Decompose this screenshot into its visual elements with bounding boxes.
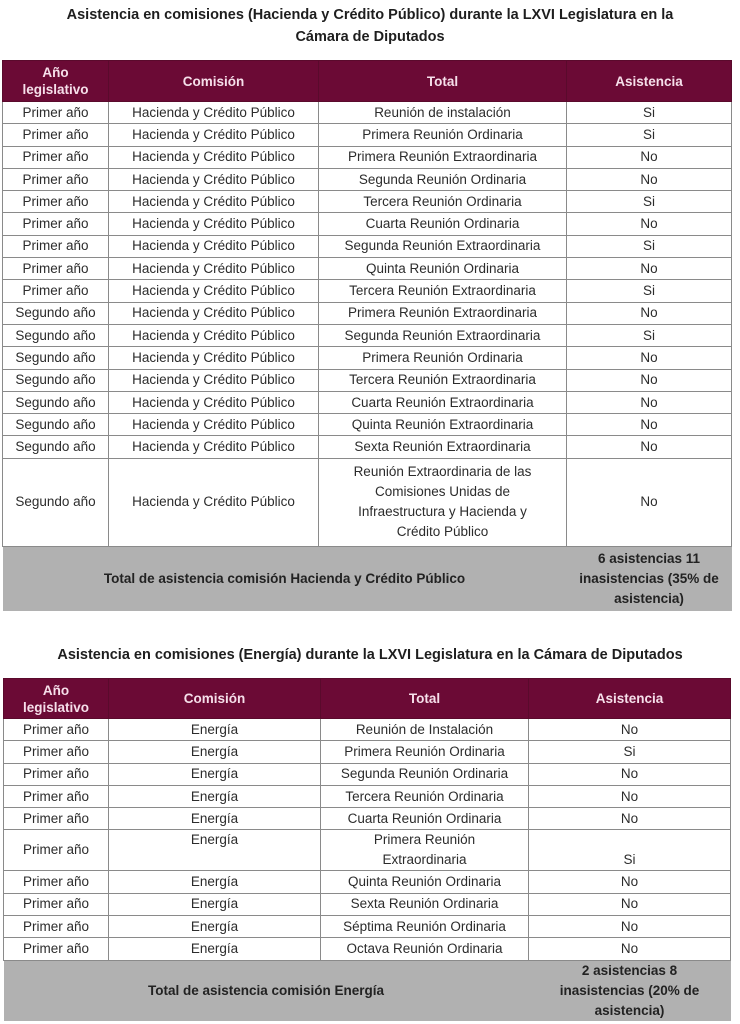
cell-year: Primer año xyxy=(4,741,109,763)
cell-commission: Hacienda y Crédito Público xyxy=(109,324,319,346)
cell-year: Segundo año xyxy=(3,302,109,324)
cell-commission: Hacienda y Crédito Público xyxy=(109,258,319,280)
cell-year: Primer año xyxy=(3,213,109,235)
cell-attendance: Si xyxy=(529,741,731,763)
cell-attendance: No xyxy=(567,347,732,369)
table-row xyxy=(3,168,732,190)
totals-value: 2 asistencias 8 inasistencias (20% de asistencia) xyxy=(529,960,731,1021)
cell-commission: Energía xyxy=(109,808,321,830)
table-row xyxy=(3,324,732,346)
cell-year: Primer año xyxy=(4,719,109,741)
table-row xyxy=(3,414,732,436)
cell-session: Sexta Reunión Ordinaria xyxy=(321,893,529,915)
table-row xyxy=(4,830,731,871)
hacienda-title-line1: Asistencia en comisiones (Hacienda y Crédito Público) durante la LXVI Legislatura en la xyxy=(66,7,674,23)
table-header-row xyxy=(3,61,732,102)
cell-session: Sexta Reunión Extraordinaria xyxy=(319,436,567,458)
header-year: Año legislativo xyxy=(4,679,109,719)
cell-year: Primer año xyxy=(3,146,109,168)
cell-attendance: No xyxy=(529,719,731,741)
cell-year: Primer año xyxy=(4,938,109,960)
cell-attendance: No xyxy=(567,258,732,280)
table-row xyxy=(3,102,732,124)
cell-commission: Hacienda y Crédito Público xyxy=(109,347,319,369)
cell-attendance: No xyxy=(529,938,731,960)
cell-session: Primera Reunión Extraordinaria xyxy=(321,830,529,871)
table-row xyxy=(3,436,732,458)
table-row xyxy=(4,741,731,763)
cell-commission: Energía xyxy=(109,893,321,915)
table-header-row xyxy=(4,679,731,719)
cell-session: Octava Reunión Ordinaria xyxy=(321,938,529,960)
cell-commission: Hacienda y Crédito Público xyxy=(109,391,319,413)
cell-attendance: No xyxy=(567,302,732,324)
table-row xyxy=(3,391,732,413)
cell-year: Segundo año xyxy=(3,347,109,369)
cell-session: Segunda Reunión Ordinaria xyxy=(319,168,567,190)
cell-attendance: No xyxy=(529,871,731,893)
cell-session: Tercera Reunión Ordinaria xyxy=(321,785,529,807)
header-commission: Comisión xyxy=(109,61,319,102)
header-total: Total xyxy=(321,679,529,719)
totals-row xyxy=(3,546,732,611)
cell-commission: Hacienda y Crédito Público xyxy=(109,102,319,124)
cell-commission: Hacienda y Crédito Público xyxy=(109,414,319,436)
energia-table-title: Asistencia en comisiones (Energía) durante la LXVI Legislatura en la Cámara de Diputados xyxy=(57,647,683,663)
cell-attendance: Si xyxy=(567,124,732,146)
table-row xyxy=(4,938,731,960)
cell-session: Segunda Reunión Ordinaria xyxy=(321,763,529,785)
cell-attendance: No xyxy=(529,916,731,938)
cell-year: Primer año xyxy=(4,916,109,938)
table-row xyxy=(3,146,732,168)
cell-session: Cuarta Reunión Ordinaria xyxy=(321,808,529,830)
cell-attendance: No xyxy=(529,763,731,785)
table-row xyxy=(3,191,732,213)
totals-row xyxy=(4,960,731,1021)
cell-year: Primer año xyxy=(4,830,109,871)
cell-attendance: Si xyxy=(567,324,732,346)
cell-attendance: Si xyxy=(567,191,732,213)
cell-commission: Energía xyxy=(109,938,321,960)
cell-commission: Hacienda y Crédito Público xyxy=(109,213,319,235)
cell-commission: Hacienda y Crédito Público xyxy=(109,235,319,257)
cell-attendance: No xyxy=(567,369,732,391)
table-row xyxy=(4,871,731,893)
header-year: Año legislativo xyxy=(3,61,109,102)
cell-commission: Hacienda y Crédito Público xyxy=(109,280,319,302)
cell-session: Reunión de instalación xyxy=(319,102,567,124)
cell-session: Cuarta Reunión Extraordinaria xyxy=(319,391,567,413)
cell-year: Segundo año xyxy=(3,414,109,436)
cell-year: Primer año xyxy=(4,893,109,915)
cell-session: Quinta Reunión Extraordinaria xyxy=(319,414,567,436)
energia-attendance-table xyxy=(3,678,731,1021)
totals-label: Total de asistencia comisión Energía xyxy=(4,960,529,1021)
cell-commission: Energía xyxy=(109,719,321,741)
hacienda-table-title xyxy=(0,4,740,48)
cell-year: Segundo año xyxy=(3,324,109,346)
cell-commission: Energía xyxy=(109,871,321,893)
table-row xyxy=(3,280,732,302)
table-row xyxy=(3,258,732,280)
cell-attendance: No xyxy=(567,458,732,546)
totals-value: 6 asistencias 11 inasistencias (35% de asistencia) xyxy=(567,546,732,611)
cell-session: Tercera Reunión Ordinaria xyxy=(319,191,567,213)
cell-year: Primer año xyxy=(3,235,109,257)
cell-attendance: No xyxy=(567,436,732,458)
cell-year: Primer año xyxy=(3,258,109,280)
cell-year: Primer año xyxy=(3,168,109,190)
table-row xyxy=(4,916,731,938)
cell-commission: Energía xyxy=(109,741,321,763)
table-row xyxy=(3,302,732,324)
cell-attendance: Si xyxy=(567,280,732,302)
table-row xyxy=(4,785,731,807)
cell-year: Primer año xyxy=(3,280,109,302)
cell-year: Segundo año xyxy=(3,391,109,413)
cell-commission: Hacienda y Crédito Público xyxy=(109,302,319,324)
cell-session: Primera Reunión Extraordinaria xyxy=(319,302,567,324)
cell-attendance: No xyxy=(529,785,731,807)
cell-attendance: No xyxy=(529,893,731,915)
cell-commission: Energía xyxy=(109,830,321,871)
table-row xyxy=(3,458,732,546)
cell-attendance: No xyxy=(567,414,732,436)
cell-year: Segundo año xyxy=(3,369,109,391)
cell-commission: Hacienda y Crédito Público xyxy=(109,124,319,146)
cell-attendance: No xyxy=(529,808,731,830)
cell-year: Primer año xyxy=(3,191,109,213)
hacienda-title-line2: Cámara de Diputados xyxy=(295,29,445,45)
cell-year: Primer año xyxy=(3,102,109,124)
cell-year: Primer año xyxy=(4,785,109,807)
cell-attendance: Si xyxy=(529,830,731,871)
cell-year: Primer año xyxy=(4,763,109,785)
table-row xyxy=(4,719,731,741)
cell-session: Primera Reunión Ordinaria xyxy=(319,124,567,146)
cell-commission: Hacienda y Crédito Público xyxy=(109,436,319,458)
table-row xyxy=(3,235,732,257)
header-attendance: Asistencia xyxy=(567,61,732,102)
table-row xyxy=(3,369,732,391)
cell-commission: Hacienda y Crédito Público xyxy=(109,191,319,213)
cell-session: Cuarta Reunión Ordinaria xyxy=(319,213,567,235)
table-row xyxy=(3,124,732,146)
cell-session: Quinta Reunión Ordinaria xyxy=(319,258,567,280)
cell-commission: Hacienda y Crédito Público xyxy=(109,369,319,391)
table-row xyxy=(3,347,732,369)
cell-session: Primera Reunión Extraordinaria xyxy=(319,146,567,168)
cell-year: Primer año xyxy=(4,871,109,893)
totals-label: Total de asistencia comisión Hacienda y Crédito Público xyxy=(3,546,567,611)
cell-year: Primer año xyxy=(4,808,109,830)
header-total: Total xyxy=(319,61,567,102)
cell-year: Segundo año xyxy=(3,436,109,458)
cell-year: Segundo año xyxy=(3,458,109,546)
cell-commission: Hacienda y Crédito Público xyxy=(109,458,319,546)
cell-commission: Energía xyxy=(109,916,321,938)
cell-session: Séptima Reunión Ordinaria xyxy=(321,916,529,938)
cell-session: Reunión Extraordinaria de las Comisiones Unidas de Infraestructura y Hacienda y Crédito Público xyxy=(319,458,567,546)
table-row xyxy=(4,808,731,830)
header-attendance: Asistencia xyxy=(529,679,731,719)
cell-attendance: Si xyxy=(567,102,732,124)
table-row xyxy=(3,213,732,235)
table-row xyxy=(4,893,731,915)
table-row xyxy=(4,763,731,785)
cell-commission: Energía xyxy=(109,785,321,807)
cell-commission: Energía xyxy=(109,763,321,785)
cell-attendance: No xyxy=(567,146,732,168)
cell-session: Tercera Reunión Extraordinaria xyxy=(319,369,567,391)
cell-attendance: No xyxy=(567,168,732,190)
cell-commission: Hacienda y Crédito Público xyxy=(109,146,319,168)
hacienda-attendance-table xyxy=(2,60,732,611)
cell-session: Quinta Reunión Ordinaria xyxy=(321,871,529,893)
cell-session: Reunión de Instalación xyxy=(321,719,529,741)
cell-session: Primera Reunión Ordinaria xyxy=(319,347,567,369)
header-commission: Comisión xyxy=(109,679,321,719)
cell-attendance: No xyxy=(567,391,732,413)
cell-session: Segunda Reunión Extraordinaria xyxy=(319,235,567,257)
cell-commission: Hacienda y Crédito Público xyxy=(109,168,319,190)
cell-session: Tercera Reunión Extraordinaria xyxy=(319,280,567,302)
cell-session: Primera Reunión Ordinaria xyxy=(321,741,529,763)
cell-attendance: No xyxy=(567,213,732,235)
cell-year: Primer año xyxy=(3,124,109,146)
cell-session: Segunda Reunión Extraordinaria xyxy=(319,324,567,346)
cell-attendance: Si xyxy=(567,235,732,257)
